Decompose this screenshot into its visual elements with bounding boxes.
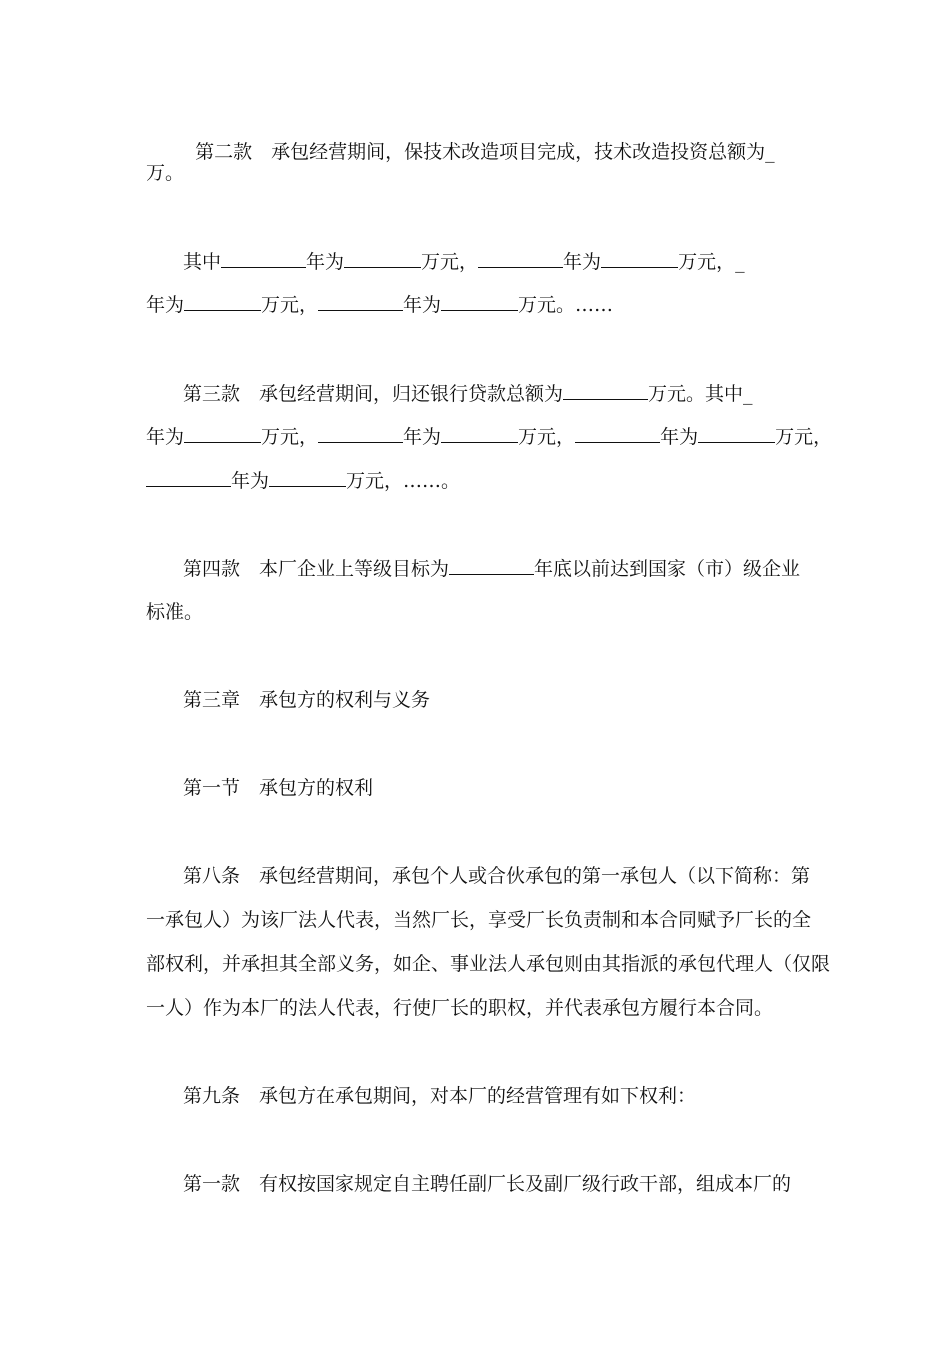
article-9-line: 第九条 承包方在承包期间，对本厂的经营管理有如下权利： (183, 1085, 697, 1107)
article-8-line-4: 一人）作为本厂的法人代表，行使厂长的职权，并代表承包方履行本合同。 (146, 997, 774, 1019)
text-run: 第三款 承包经营期间，归还银行贷款总额为 (183, 383, 564, 405)
text-run: 年为 (306, 251, 345, 273)
breakdown-line-2 (146, 293, 613, 316)
blank-field[interactable] (478, 250, 563, 268)
clause-4-line-1 (183, 557, 800, 580)
text-run: 年为 (146, 426, 185, 448)
text-run: 万元。…… (518, 294, 614, 316)
text-run: 万元， (261, 426, 319, 448)
text-run: 万元， (261, 294, 319, 316)
clause-3-line-2 (146, 425, 832, 448)
blank-field[interactable] (221, 250, 306, 268)
blank-field[interactable] (146, 469, 231, 487)
blank-field[interactable] (441, 425, 518, 443)
blank-field[interactable] (441, 293, 518, 311)
blank-field[interactable] (575, 425, 660, 443)
blank-field[interactable] (563, 382, 648, 400)
text-run: 万元。其中_ (648, 383, 753, 405)
text-run: 年底以前达到国家（市）级企业 (534, 558, 801, 580)
blank-field[interactable] (318, 425, 403, 443)
article-8-line-3: 部权利，并承担其全部义务，如企、事业法人承包则由其指派的承包代理人（仅限 (146, 953, 831, 975)
article-8-line-1: 第八条 承包经营期间，承包个人或合伙承包的第一承包人（以下简称：第 (183, 865, 811, 887)
clause-4-line-2: 标准。 (146, 601, 204, 623)
breakdown-line-1 (183, 250, 745, 273)
section-heading: 第一节 承包方的权利 (183, 777, 374, 799)
text-run: 万元，_ (678, 251, 745, 273)
blank-field[interactable] (449, 557, 534, 575)
clause-3-line-3 (146, 469, 460, 492)
article-8-line-2: 一承包人）为该厂法人代表，当然厂长，享受厂长负责制和本合同赋予厂长的全 (146, 909, 812, 931)
text-run: 年为 (231, 470, 270, 492)
clause-2-line-1 (183, 119, 775, 163)
blank-field[interactable] (269, 469, 346, 487)
clause-1-line: 第一款 有权按国家规定自主聘任副厂长及副厂级行政干部，组成本厂的 (183, 1173, 792, 1195)
text-run: 万元， (421, 251, 479, 273)
clause-2-line-2: 万。 (146, 162, 185, 184)
text-run: 年为 (403, 426, 442, 448)
text-run: 万元， (775, 426, 833, 448)
blank-field[interactable] (698, 425, 775, 443)
text-run: 年为 (660, 426, 699, 448)
text-run: 万元， (518, 426, 576, 448)
blank-field[interactable] (601, 250, 678, 268)
text-run: 年为 (403, 294, 442, 316)
text-run: 万元，……。 (346, 470, 461, 492)
chapter-heading: 第三章 承包方的权利与义务 (183, 689, 431, 711)
blank-field[interactable] (184, 293, 261, 311)
blank-field[interactable] (318, 293, 403, 311)
blank-field[interactable] (344, 250, 421, 268)
text-run: 第四款 本厂企业上等级目标为 (183, 558, 450, 580)
text-run: 年为 (563, 251, 602, 273)
clause-3-line-1 (183, 382, 753, 405)
text-run: 年为 (146, 294, 185, 316)
text-run: 第二款 承包经营期间，保技术改造项目完成，技术改造投资总额为_ (195, 141, 775, 163)
text-run: 其中 (183, 251, 222, 273)
blank-field[interactable] (184, 425, 261, 443)
